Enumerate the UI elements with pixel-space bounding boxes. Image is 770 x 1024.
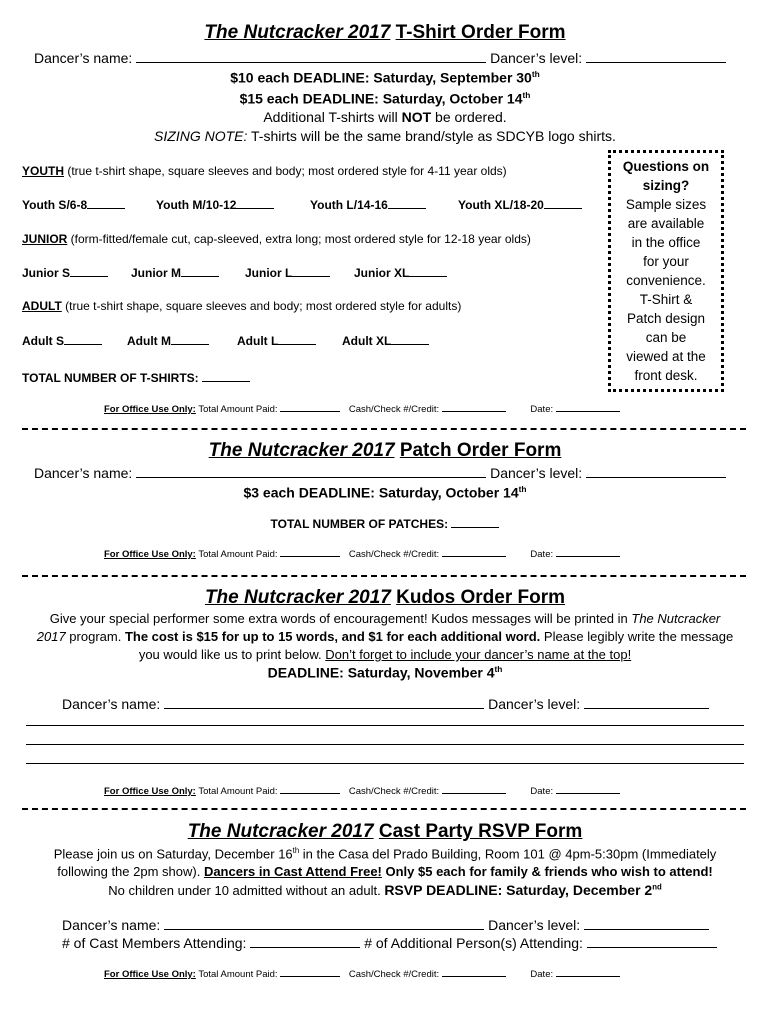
office-amount-label: Total Amount Paid: xyxy=(198,404,278,415)
dancer-name-label: Dancer’s name: xyxy=(34,465,133,481)
office-date-field[interactable] xyxy=(556,967,620,977)
sizing-box-line: are available xyxy=(627,216,705,231)
office-date-field[interactable] xyxy=(556,402,620,412)
kudos-p2-d: Please legibly write the message xyxy=(540,629,734,644)
patch-dancer-name-row[interactable] xyxy=(34,465,726,481)
dancer-level-label: Dancer’s level: xyxy=(490,465,583,481)
adult-size-s[interactable] xyxy=(22,333,102,348)
dancer-level-label: Dancer’s level: xyxy=(490,50,583,66)
adult-size-s-label: Adult S xyxy=(22,334,64,348)
sizing-box-line: in the office xyxy=(631,235,701,250)
junior-size-s-field[interactable] xyxy=(70,265,108,277)
office-date-label: Date: xyxy=(530,969,554,980)
office-use-label: For Office Use Only: xyxy=(104,786,196,797)
tshirt-total-field[interactable] xyxy=(202,370,250,382)
office-date-label: Date: xyxy=(530,786,554,797)
tshirt-price-1-text: $10 each DEADLINE: Saturday, September 30 xyxy=(230,69,532,86)
office-cash-field[interactable] xyxy=(442,784,506,794)
youth-description xyxy=(22,164,507,178)
tshirt-total[interactable] xyxy=(22,370,250,385)
kudos-p3-b: Don’t forget to include your dancer’s name at the top! xyxy=(325,647,632,662)
youth-size-l-label: Youth L/14-16 xyxy=(310,198,388,212)
rsvp-p2-b: Dancers in Cast Attend Free! xyxy=(203,864,382,879)
junior-size-xl-label: Junior XL xyxy=(354,266,410,280)
dancer-level-field[interactable] xyxy=(584,918,709,930)
tshirt-price-1-sup: th xyxy=(531,69,540,79)
kudos-p1-b: The Nutcracker xyxy=(631,611,721,626)
office-cash-field[interactable] xyxy=(442,402,506,412)
kudos-message-line[interactable] xyxy=(26,763,744,764)
office-amount-field[interactable] xyxy=(280,402,340,412)
tshirt-dancer-name-row[interactable] xyxy=(34,50,726,66)
rsvp-dancer-name-row[interactable] xyxy=(62,917,709,933)
sizing-box-line: Patch design xyxy=(626,311,706,326)
rsvp-paragraph-line-1 xyxy=(0,846,770,861)
kudos-paragraph-line-2 xyxy=(0,629,770,644)
tshirt-price-1 xyxy=(0,69,770,86)
youth-size-xl-field[interactable] xyxy=(544,197,582,209)
dancer-name-label: Dancer’s name: xyxy=(62,917,161,933)
kudos-dancer-name-row[interactable] xyxy=(62,696,709,712)
sizing-box-line: convenience. xyxy=(626,273,706,288)
junior-size-l-field[interactable] xyxy=(292,265,330,277)
office-amount-label: Total Amount Paid: xyxy=(198,549,278,560)
sizing-box-line: Sample sizes xyxy=(625,197,707,212)
youth-size-xl[interactable] xyxy=(458,197,582,212)
dancer-name-field[interactable] xyxy=(136,466,486,478)
rsvp-title-text: Cast Party RSVP Form xyxy=(378,821,583,842)
sizing-note-label: SIZING NOTE: xyxy=(154,128,248,144)
dancer-name-label: Dancer’s name: xyxy=(62,696,161,712)
tshirt-price-2 xyxy=(0,90,770,107)
office-cash-field[interactable] xyxy=(442,547,506,557)
tshirt-sizing-note xyxy=(0,128,770,144)
junior-description xyxy=(22,232,531,246)
office-use-row-patch xyxy=(104,547,620,560)
kudos-deadline-text: DEADLINE: Saturday, November 4 xyxy=(267,664,495,681)
youth-desc: (true t-shirt shape, square sleeves and body; most ordered style for 4-11 year olds) xyxy=(64,164,507,178)
junior-size-s[interactable] xyxy=(22,265,108,280)
patch-total[interactable] xyxy=(0,516,770,531)
patch-title-italic: The Nutcracker 2017 xyxy=(208,440,395,461)
office-amount-label: Total Amount Paid: xyxy=(198,786,278,797)
kudos-message-line[interactable] xyxy=(26,744,744,745)
sizing-questions-box xyxy=(608,150,724,392)
office-use-label: For Office Use Only: xyxy=(104,404,196,415)
kudos-message-line[interactable] xyxy=(26,725,744,726)
office-use-label: For Office Use Only: xyxy=(104,549,196,560)
office-date-field[interactable] xyxy=(556,784,620,794)
sizing-box-line: front desk. xyxy=(634,368,698,383)
youth-size-m[interactable] xyxy=(156,197,274,212)
youth-size-s[interactable] xyxy=(22,197,125,212)
dancer-name-field[interactable] xyxy=(164,918,484,930)
adult-size-l-label: Adult L xyxy=(237,334,279,348)
junior-size-xl[interactable] xyxy=(354,265,447,280)
dancer-level-field[interactable] xyxy=(584,697,709,709)
kudos-p2-b: program. xyxy=(65,629,125,644)
dancer-name-field[interactable] xyxy=(136,51,486,63)
junior-label: JUNIOR xyxy=(22,232,68,246)
junior-desc: (form-fitted/female cut, cap-sleeved, extra long; most ordered style for 12-18 year olds) xyxy=(67,232,531,246)
youth-size-xl-label: Youth XL/18-20 xyxy=(458,198,544,212)
junior-size-m[interactable] xyxy=(131,265,219,280)
tshirt-price-2-text: $15 each DEADLINE: Saturday, October 14 xyxy=(239,90,523,107)
office-cash-label: Cash/Check #/Credit: xyxy=(348,969,440,980)
rsvp-p1-b: in the Casa del Prado Building, Room 101 @ 4pm-5:30pm (Immediately xyxy=(299,846,717,862)
adult-size-xl-field[interactable] xyxy=(391,333,429,345)
section-divider xyxy=(22,575,746,577)
adult-label: ADULT xyxy=(22,299,62,313)
rsvp-paragraph-line-3 xyxy=(0,882,770,898)
adult-size-m[interactable] xyxy=(127,333,209,348)
dancer-name-label: Dancer’s name: xyxy=(34,50,133,66)
sizing-box-title-2: sizing? xyxy=(642,178,690,193)
dancer-level-field[interactable] xyxy=(586,466,726,478)
youth-size-s-label: Youth S/6-8 xyxy=(22,198,88,212)
adult-size-l-field[interactable] xyxy=(278,333,316,345)
additional-note-bold: NOT xyxy=(401,109,432,125)
adult-size-m-field[interactable] xyxy=(171,333,209,345)
patch-title-text: Patch Order Form xyxy=(399,440,562,461)
rsvp-paragraph-line-2 xyxy=(0,864,770,879)
kudos-paragraph-line-3 xyxy=(0,647,770,662)
youth-size-s-field[interactable] xyxy=(87,197,125,209)
kudos-deadline xyxy=(0,664,770,681)
junior-size-m-field[interactable] xyxy=(181,265,219,277)
youth-size-l[interactable] xyxy=(310,197,426,212)
office-use-label: For Office Use Only: xyxy=(104,969,196,980)
kudos-p3-a: you would like us to print below. xyxy=(138,647,326,662)
kudos-title-italic: The Nutcracker 2017 xyxy=(204,587,391,608)
office-amount-field[interactable] xyxy=(280,784,340,794)
kudos-deadline-sup: th xyxy=(494,664,503,674)
additional-note-pre: Additional T-shirts will xyxy=(263,109,402,125)
sizing-box-line: can be xyxy=(645,330,687,345)
kudos-p2-c: The cost is $15 for up to 15 words, and $1 for each additional word. xyxy=(124,629,541,644)
rsvp-p3-sup: nd xyxy=(652,882,662,892)
section-divider xyxy=(22,808,746,810)
dancer-level-field[interactable] xyxy=(586,51,726,63)
additional-attending-label: # of Additional Person(s) Attending: xyxy=(364,935,583,951)
office-date-field[interactable] xyxy=(556,547,620,557)
rsvp-p1-sup: th xyxy=(292,846,300,855)
rsvp-p2-c: Only $5 each for family & friends who wish to attend! xyxy=(381,864,713,879)
office-date-label: Date: xyxy=(530,549,554,560)
office-cash-label: Cash/Check #/Credit: xyxy=(348,786,440,797)
junior-size-xl-field[interactable] xyxy=(409,265,447,277)
patch-total-field[interactable] xyxy=(451,516,499,528)
adult-size-l[interactable] xyxy=(237,333,316,348)
sizing-note-text: T-shirts will be the same brand/style as SDCYB logo shirts. xyxy=(247,128,616,144)
office-cash-label: Cash/Check #/Credit: xyxy=(348,404,440,415)
adult-size-s-field[interactable] xyxy=(64,333,102,345)
rsvp-title xyxy=(0,821,770,843)
tshirt-additional-note xyxy=(0,109,770,125)
dancer-name-field[interactable] xyxy=(164,697,484,709)
kudos-p2-a: 2017 xyxy=(36,629,66,644)
rsvp-p3-a: No children under 10 admitted without an adult. xyxy=(108,883,385,898)
rsvp-attending-row[interactable] xyxy=(62,935,717,951)
patch-price-text: $3 each DEADLINE: Saturday, October 14 xyxy=(243,484,519,501)
sizing-box-title-1: Questions on xyxy=(622,159,710,174)
office-use-row-rsvp xyxy=(104,967,620,980)
patch-title xyxy=(0,440,770,462)
rsvp-title-italic: The Nutcracker 2017 xyxy=(187,821,374,842)
junior-size-m-label: Junior M xyxy=(131,266,181,280)
additional-attending-field[interactable] xyxy=(587,936,717,948)
junior-size-s-label: Junior S xyxy=(22,266,71,280)
junior-size-l[interactable] xyxy=(245,265,330,280)
kudos-p1-a: Give your special performer some extra words of encouragement! Kudos messages will be printed in xyxy=(49,611,632,626)
sizing-box-line: T-Shirt & xyxy=(639,292,693,307)
tshirt-price-2-sup: th xyxy=(522,90,531,100)
youth-size-l-field[interactable] xyxy=(388,197,426,209)
youth-size-m-field[interactable] xyxy=(236,197,274,209)
patch-total-label: TOTAL NUMBER OF PATCHES: xyxy=(270,517,449,531)
patch-price-sup: th xyxy=(518,484,527,494)
office-cash-field[interactable] xyxy=(442,967,506,977)
patch-price xyxy=(0,484,770,501)
dancer-level-label: Dancer’s level: xyxy=(488,696,581,712)
sizing-box-line: viewed at the xyxy=(626,349,706,364)
tshirt-title xyxy=(0,22,770,44)
section-divider xyxy=(22,428,746,430)
office-use-row-tshirt xyxy=(104,402,620,415)
office-date-label: Date: xyxy=(530,404,554,415)
rsvp-p3-b: RSVP DEADLINE: Saturday, December 2 xyxy=(384,882,653,898)
dancer-level-label: Dancer’s level: xyxy=(488,917,581,933)
additional-note-post: be ordered. xyxy=(431,109,507,125)
office-use-row-kudos xyxy=(104,784,620,797)
tshirt-title-italic: The Nutcracker 2017 xyxy=(204,22,391,43)
rsvp-p2-a: following the 2pm show). xyxy=(57,864,204,879)
youth-label: YOUTH xyxy=(22,164,64,178)
office-amount-field[interactable] xyxy=(280,967,340,977)
adult-size-xl-label: Adult XL xyxy=(342,334,392,348)
cast-attending-field[interactable] xyxy=(250,936,360,948)
office-amount-label: Total Amount Paid: xyxy=(198,969,278,980)
tshirt-title-text: T-Shirt Order Form xyxy=(395,22,566,43)
adult-desc: (true t-shirt shape, square sleeves and body; most ordered style for adults) xyxy=(61,299,462,313)
adult-size-m-label: Adult M xyxy=(127,334,171,348)
kudos-title xyxy=(0,587,770,609)
sizing-box-line: for your xyxy=(643,254,689,269)
youth-size-m-label: Youth M/10-12 xyxy=(156,198,237,212)
adult-size-xl[interactable] xyxy=(342,333,429,348)
kudos-title-text: Kudos Order Form xyxy=(396,587,566,608)
tshirt-total-label: TOTAL NUMBER OF T-SHIRTS: xyxy=(22,371,199,385)
cast-attending-label: # of Cast Members Attending: xyxy=(62,935,247,951)
adult-description xyxy=(22,299,461,313)
office-amount-field[interactable] xyxy=(280,547,340,557)
office-cash-label: Cash/Check #/Credit: xyxy=(348,549,440,560)
kudos-paragraph-line-1 xyxy=(0,611,770,626)
rsvp-p1-a: Please join us on Saturday, December 16 xyxy=(53,846,293,862)
junior-size-l-label: Junior L xyxy=(245,266,293,280)
